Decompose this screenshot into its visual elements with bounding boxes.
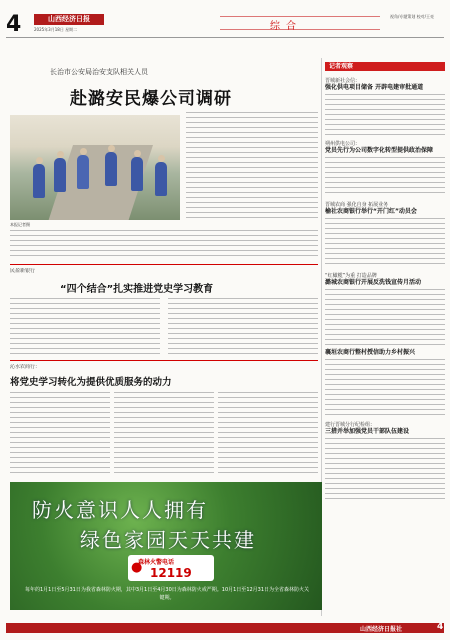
right-item-body bbox=[325, 438, 445, 500]
right-item-title: 潞城农商银行开展反洗钱宣传月活动 bbox=[325, 279, 422, 286]
right-item bbox=[325, 140, 445, 197]
photo-caption: 本报记者摄 bbox=[10, 222, 30, 227]
right-item-body bbox=[325, 359, 445, 417]
lead-body-text bbox=[10, 230, 318, 260]
person-figure bbox=[155, 162, 167, 196]
right-column-header: 记者观察 bbox=[325, 62, 445, 71]
person-figure bbox=[77, 155, 89, 189]
right-item-title: 襄垣农商行整村授信助力乡村振兴 bbox=[325, 349, 416, 356]
story3-kicker: 沁水农商行： bbox=[10, 364, 41, 370]
right-item-body bbox=[325, 94, 445, 136]
header-rule bbox=[6, 37, 444, 38]
banner-line-2: 绿色家园天天共建 bbox=[80, 528, 256, 552]
alarm-bell-icon: ● bbox=[131, 560, 143, 575]
right-item-label: “红橄榄”为重 打造品牌 bbox=[325, 273, 377, 279]
fire-prevention-banner bbox=[10, 482, 322, 610]
person-head bbox=[158, 155, 165, 162]
right-item-label: 晋城农商 强化自身 拓展业务 bbox=[325, 202, 389, 208]
right-item-body bbox=[325, 218, 445, 268]
story2-body-text bbox=[10, 298, 160, 358]
person-figure bbox=[131, 157, 143, 191]
hotline-number: 12119 bbox=[150, 566, 192, 580]
story3-headline: 将党史学习转化为提供优质服务的动力 bbox=[10, 377, 172, 388]
right-item-label: 朔州供电公司： bbox=[325, 141, 361, 147]
right-item bbox=[325, 421, 445, 500]
right-item-title: 榆社农商银行举行“开门红”动员会 bbox=[325, 208, 417, 215]
masthead: 山西经济日报 bbox=[34, 14, 104, 25]
divider bbox=[10, 360, 318, 361]
editor-credits: 视角/专题策划 校对/王亮 bbox=[390, 14, 434, 19]
hotline-label: 森林火警电话 bbox=[138, 559, 175, 566]
story3-body-text bbox=[218, 392, 318, 476]
lead-photo bbox=[10, 115, 180, 220]
right-item-title: 三措并举加强党员干部队伍建设 bbox=[325, 428, 410, 435]
person-head bbox=[36, 157, 43, 164]
banner-note: 每年的1月1日至5月31日为我省森林防火期，其中3月1日至4月30日为森林防火戒严期。10月1日至12月31日为全省森林防火关键期。 bbox=[24, 587, 310, 601]
story2-headline: “四个结合”扎实推进党史学习教育 bbox=[60, 284, 214, 295]
person-figure bbox=[105, 152, 117, 186]
story3-body-text bbox=[10, 392, 110, 476]
person-head bbox=[80, 148, 87, 155]
story3-body-text bbox=[114, 392, 214, 476]
divider bbox=[10, 264, 318, 265]
right-item bbox=[325, 272, 445, 345]
right-item-body bbox=[325, 289, 445, 345]
right-item-title: 强化供电项目储备 开辟电建审批通道 bbox=[325, 84, 424, 91]
right-item bbox=[325, 77, 445, 136]
right-item-label: 建行晋城分行纪检组： bbox=[325, 422, 376, 428]
section-title: 综合 bbox=[270, 21, 302, 32]
lead-headline: 赴潞安民爆公司调研 bbox=[70, 89, 232, 109]
person-figure bbox=[54, 158, 66, 192]
lead-body-text bbox=[186, 112, 318, 222]
lead-subtitle: 长治市公安局治安支队相关人员 bbox=[50, 68, 148, 76]
right-item-body bbox=[325, 157, 445, 197]
person-head bbox=[108, 145, 115, 152]
right-item bbox=[325, 349, 445, 417]
story2-kicker: 民盈新银行 bbox=[10, 268, 36, 274]
person-head bbox=[57, 151, 64, 158]
issue-date: 2025年3月18日 星期二 bbox=[34, 27, 78, 32]
banner-line-1: 防火意识人人拥有 bbox=[32, 498, 208, 522]
right-item-title: 党员先行为公司数字化转型提供政治保障 bbox=[325, 147, 434, 154]
page-number: 4 bbox=[6, 12, 22, 37]
footer-page-number: 4 bbox=[437, 622, 444, 632]
right-column bbox=[325, 62, 445, 500]
person-head bbox=[134, 150, 141, 157]
person-figure bbox=[33, 164, 45, 198]
right-item-label: 晋城新社会信： bbox=[325, 78, 361, 84]
story2-body-text bbox=[168, 298, 318, 358]
footer-paper-name: 山西经济日报社 bbox=[360, 626, 403, 633]
right-item bbox=[325, 201, 445, 268]
